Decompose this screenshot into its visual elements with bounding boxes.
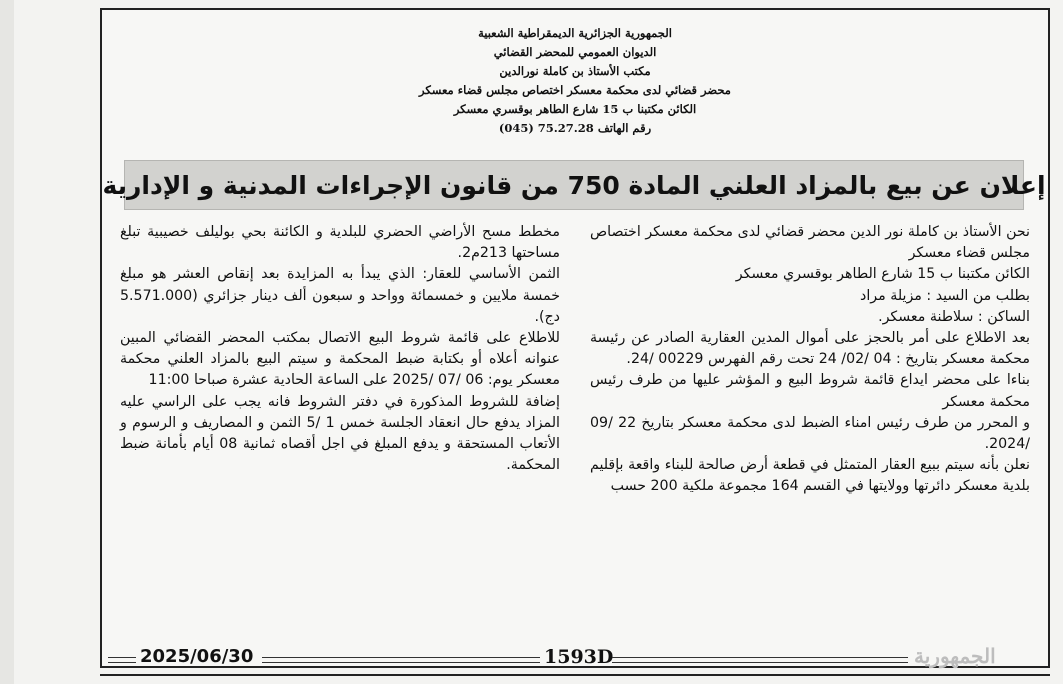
paragraph: مخطط مسح الأراضي الحضري للبلدية و الكائنة بحي بوليلف خصيبية تبلغ مساحتها 213م2. [120,224,560,262]
paragraph: الساكن : سلاطنة معسكر. [878,308,1030,325]
footer-rule [108,657,136,663]
scan-left-edge [0,0,14,684]
newspaper-logo: الجمهورية [914,644,996,668]
paragraph: بعد الاطلاع على أمر بالحجز على أموال المدين العقارية الصادر عن رئيسة محكمة معسكر بتاريخ : 04 /02/ 24 تحت رقم الفهرس 00229 /24. [590,330,1030,368]
letterhead-line: الديوان العمومي للمحضر القضائي [493,45,657,59]
notice-code: 1593D [544,646,614,668]
left-column [120,222,560,476]
paragraph: نحن الأستاذ بن كاملة نور الدين محضر قضائي لدى محكمة معسكر اختصاص مجلس قضاء معسكر [590,224,1030,262]
footer [102,646,1048,670]
letterhead-line: الجمهورية الجزائرية الديمقراطية الشعبية [478,26,672,40]
letterhead-line: رقم الهاتف 75.27.28 (045) [498,121,652,135]
notice-frame [100,8,1050,668]
paragraph: للاطلاع على قائمة شروط البيع الاتصال بمكتب المحضر القضائي المبين عنوانه أعلاه أو بكتابة ضبط المحكمة و سيتم البيع بالمزاد العلني محكمة معسكر يوم: 06 /07 /2025 على الساعة الحادية عشرة صباحا 11:00 [120,330,560,389]
paragraph: إضافة للشروط المذكورة في دفتر الشروط فانه يجب على الراسي عليه المزاد يدفع حال انعقاد الجلسة خمس 1 /5 الثمن و المصاريف و الرسوم و الأتعاب المستحقة و يدفع المبلغ في اجل أقصاه ثمانية 08 أيام بأمانة ضبط المحكمة. [120,393,560,474]
bottom-rule [100,674,1050,676]
letterhead-line: محضر قضائي لدى محكمة معسكر اختصاص مجلس قضاء معسكر [419,83,731,97]
paragraph: بطلب من السيد : مزيلة مراد [860,287,1030,304]
publication-date: 2025/06/30 [140,646,254,667]
footer-rule [262,657,540,663]
letterhead-line: الكائن مكتبنا ب 15 شارع الطاهر بوقسري معسكر [453,102,697,116]
letterhead [102,24,1048,138]
right-column [590,222,1030,498]
paragraph: الثمن الأساسي للعقار: الذي يبدأ به المزايدة بعد إنقاص العشر هو مبلغ خمسة ملايين و خمسمائة وواحد و سبعون ألف دينار جزائري (5.571.000 دج). [120,266,560,325]
letterhead-line: مكتب الأستاذ بن كاملة نورالدين [499,64,651,78]
paragraph: و المحرر من طرف رئيس امناء الضبط لدى محكمة معسكر بتاريخ 22 /09 /2024. [590,414,1031,453]
paragraph: نعلن بأنه سيتم ببيع العقار المتمثل في قطعة أرض صالحة للبناء واقعة بإقليم بلدية معسكر دائرتها وولايتها في القسم 164 مجموعة ملكية 200 حسب [590,457,1030,495]
notice-title: إعلان عن بيع بالمزاد العلني المادة 750 من قانون الإجراءات المدنية و الإدارية [102,170,1046,200]
paragraph: الكائن مكتبنا ب 15 شارع الطاهر بوقسري معسكر [735,266,1030,283]
paragraph: بناءا على محضر ايداع قائمة شروط البيع و المؤشر عليها من طرف رئيس محكمة معسكر [590,372,1030,410]
title-band [102,160,1046,210]
footer-rule [612,657,908,663]
